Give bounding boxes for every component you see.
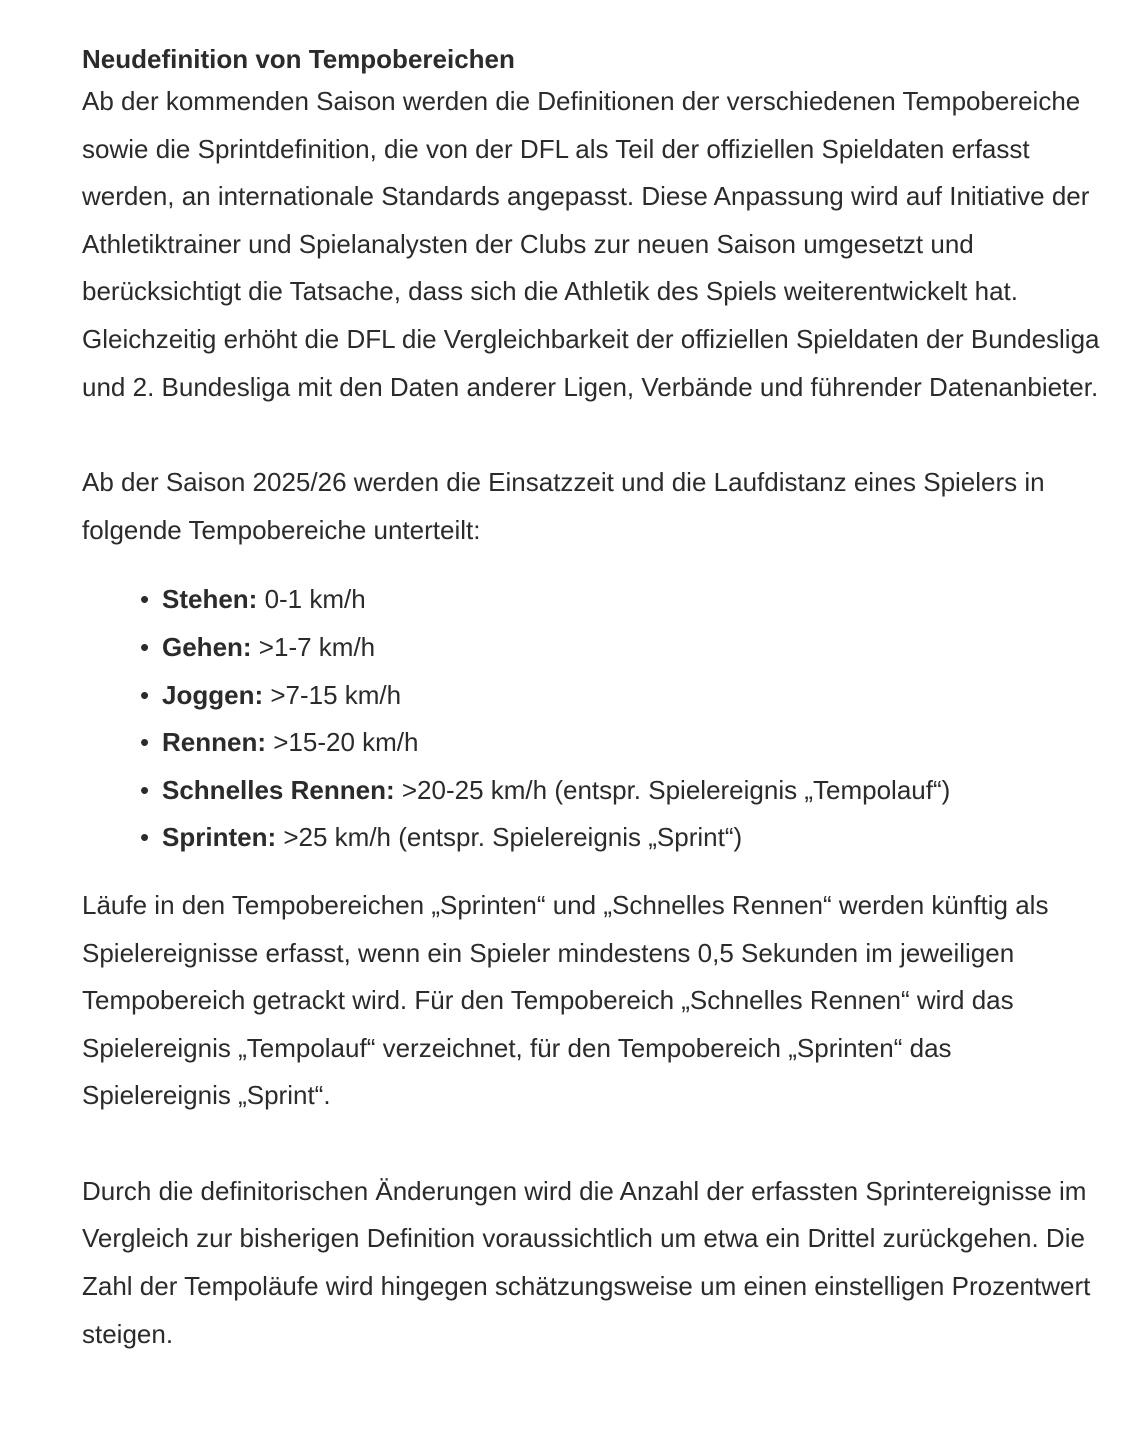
list-item [140,576,1102,624]
bullet-icon: • [140,631,150,662]
bullet-icon: • [140,822,150,853]
speed-zone-value: >15-20 km/h [266,727,419,758]
speed-zone-value: >7-15 km/h [263,679,402,710]
speed-zone-value: >1-7 km/h [251,631,376,662]
speed-zone-value: 0-1 km/h [257,584,366,615]
zones-intro-paragraph: Ab der Saison 2025/26 werden die Einsatzzeit und die Laufdistanz eines Spielers in folgende Tempobereiche unterteilt: [82,467,1045,545]
article [82,40,1102,1358]
list-item [140,719,1102,767]
speed-zone-term: Stehen: [162,584,258,615]
list-item [140,624,1102,672]
list-item [140,814,1102,862]
bullet-icon: • [140,679,150,710]
intro-paragraph: Ab der kommenden Saison werden die Definitionen der verschiedenen Tempobereiche sowie die Sprintdefinition, die von der DFL als Teil der offiziellen Spieldaten erfasst werden, an internationale Standards angepasst. Diese Anpassung wird auf Initiative der Athletiktrainer und Spielanalysten der Clubs zur neuen Saison umgesetzt und berücksichtigt die Tatsache, dass sich die Athletik des Spiels weiterentwickelt hat. Gleichzeitig erhöht die DFL die Vergleichbarkeit der offiziellen Spieldaten der Bundesliga und 2. Bundesliga mit den Daten anderer Ligen, Verbände und führender Datenanbieter. [82,86,1100,402]
speed-zone-list [82,576,1102,862]
speed-zone-term: Joggen: [162,679,264,710]
list-item [140,672,1102,720]
speed-zone-term: Sprinten: [162,822,277,853]
speed-zone-term: Gehen: [162,631,252,662]
bullet-icon: • [140,727,150,758]
speed-zone-value: >20-25 km/h (entspr. Spielereignis „Tempolauf“) [394,774,951,805]
section-heading: Neudefinition von Tempobereichen [82,44,515,74]
speed-zone-value: >25 km/h (entspr. Spielereignis „Sprint“) [276,822,743,853]
bullet-icon: • [140,584,150,615]
impact-paragraph: Durch die definitorischen Änderungen wird die Anzahl der erfassten Sprintereignisse im Vergleich zur bisherigen Definition voraussichtlich um etwa ein Drittel zurückgehen. Die Zahl der Tempoläufe wird hingegen schätzungsweise um einen einstelligen Prozentwert steigen. [82,1175,1091,1349]
speed-zone-term: Schnelles Rennen: [162,774,395,805]
speed-zone-term: Rennen: [162,727,266,758]
bullet-icon: • [140,774,150,805]
sprint-events-paragraph: Läufe in den Tempobereichen „Sprinten“ und „Schnelles Rennen“ werden künftig als Spielereignisse erfasst, wenn ein Spieler mindestens 0,5 Sekunden im jeweiligen Tempobereich getrackt wird. Für den Tempobereich „Schnelles Rennen“ wird das Spielereignis „Tempolauf“ verzeichnet, für den Tempobereich „Sprinten“ das Spielereignis „Sprint“. [82,889,1049,1111]
list-item [140,767,1102,815]
